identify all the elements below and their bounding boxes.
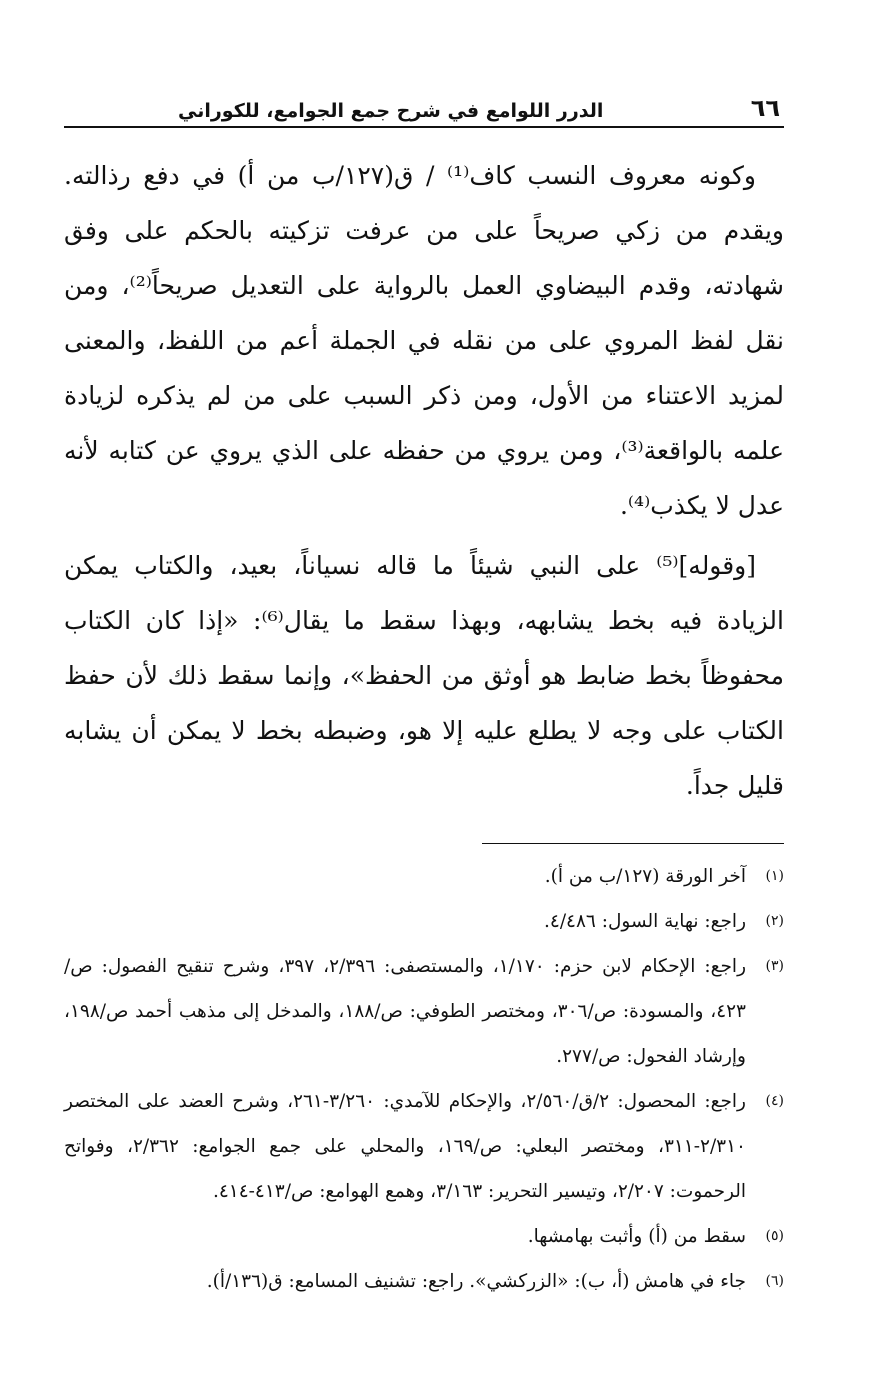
footnote-text: راجع: نهاية السول: ٤/٤٨٦. bbox=[544, 911, 746, 932]
footnote-number: (٣) bbox=[765, 958, 784, 974]
running-title: الدرر اللوامع في شرح جمع الجوامع، للكوراني bbox=[178, 100, 604, 122]
footnote bbox=[64, 1214, 784, 1259]
footnote-number: (٦) bbox=[765, 1273, 784, 1289]
footnote-divider bbox=[482, 843, 784, 844]
footnote bbox=[64, 1079, 784, 1214]
footnote-number: (٥) bbox=[765, 1228, 784, 1244]
footnote bbox=[64, 854, 784, 899]
footnote-text: آخر الورقة (١٢٧/ب من أ). bbox=[544, 866, 746, 887]
footnote bbox=[64, 899, 784, 944]
paragraph: وكونه معروف النسب كاف⁽¹⁾ / ق(١٢٧/ب من أ) في دفع رذالته. ويقدم من زكي صريحاً على من عرفت تزكيته بالحكم على وفق شهادته، وقدم البيضاوي العمل بالرواية على التعديل صريحاً⁽²⁾، ومن نقل لفظ المروي على من نقله في الجملة أعم من اللفظ، والمعنى لمزيد الاعتناء من الأول، ومن ذكر السبب على من لم يذكره لزيادة علمه بالواقعة⁽³⁾، ومن يروي من حفظه على الذي يروي عن كتابه لأنه عدل لا يكذب⁽⁴⁾. bbox=[64, 161, 785, 520]
header-divider bbox=[64, 126, 784, 128]
footnote-text: راجع: الإحكام لابن حزم: ١/١٧٠، والمستصفى: ٢/٣٩٦، ٣٩٧، وشرح تنقيح الفصول: ص/٤٢٣، والمسودة: ص/٣٠٦، ومختصر الطوفي: ص/١٨٨، والمدخل إلى مذهب أحمد ص/١٩٨، وإرشاد الفحول: ص/٢٧٧. bbox=[64, 956, 746, 1067]
footnotes bbox=[64, 854, 784, 1304]
book-page bbox=[64, 86, 784, 1304]
main-text bbox=[64, 148, 784, 813]
footnote-number: (١) bbox=[765, 868, 784, 884]
paragraph: [وقوله]⁽⁵⁾ على النبي شيئاً ما قاله نسياناً، بعيد، والكتاب يمكن الزيادة فيه بخط يشابهه، وبهذا سقط ما يقال⁽⁶⁾: «إذا كان الكتاب محفوظاً بخط ضابط هو أوثق من الحفظ»، وإنما سقط ذلك لأن حفظ الكتاب على وجه لا يطلع عليه إلا هو، وضبطه بخط لا يمكن أن يشابه قليل جداً. bbox=[64, 551, 784, 800]
running-header bbox=[64, 86, 784, 122]
page-number: ٦٦ bbox=[750, 94, 780, 122]
footnote-text: سقط من (أ) وأثبت بهامشها. bbox=[527, 1226, 746, 1247]
footnote bbox=[64, 944, 784, 1079]
footnote-number: (٤) bbox=[765, 1093, 784, 1109]
footnote-text: جاء في هامش (أ، ب): «الزركشي». راجع: تشنيف المسامع: ق(١٣٦/أ). bbox=[206, 1271, 746, 1292]
footnote-number: (٢) bbox=[765, 913, 784, 929]
footnote bbox=[64, 1259, 784, 1304]
footnote-text: راجع: المحصول: ٢/ق/٢/٥٦٠، والإحكام للآمدي: ٣/٢٦٠-٢٦١، وشرح العضد على المختصر ٢/٣١٠-٣١١، ومختصر البعلي: ص/١٦٩، والمحلي على جمع الجوامع: ٢/٣٦٢، وفواتح الرحموت: ٢/٢٠٧، وتيسير التحرير: ٣/١٦٣، وهمع الهوامع: ص/٤١٣-٤١٤. bbox=[64, 1091, 746, 1202]
